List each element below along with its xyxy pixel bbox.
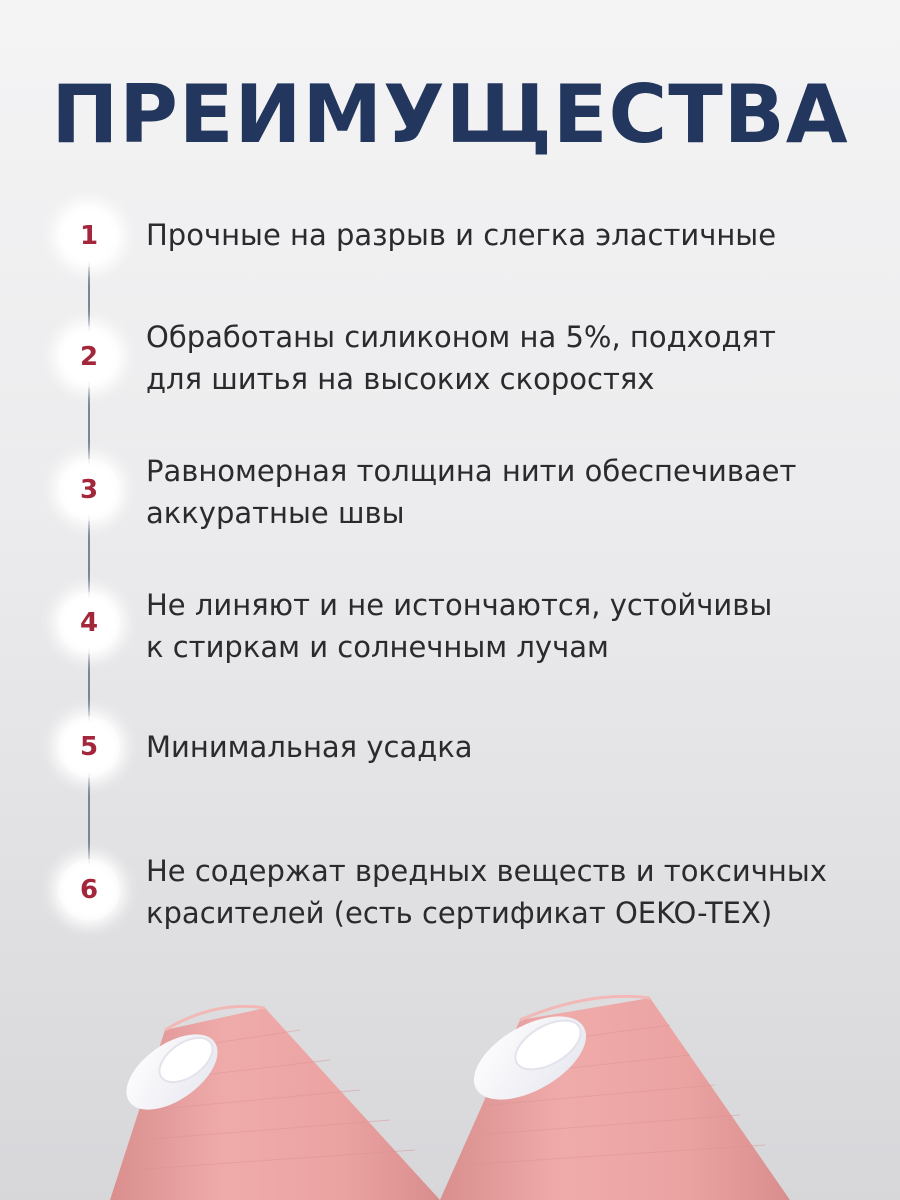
benefit-line: красителей (есть сертификат OEKO-TEX) [146,896,773,930]
benefit-text-3 [146,450,866,534]
benefit-line: Обработаны силиконом на 5%, подходят [146,320,776,354]
step-badge-4: 4 [58,592,120,654]
benefit-line: Равномерная толщина нити обеспечивает [146,454,797,488]
benefit-line: аккуратные швы [146,496,405,530]
step-badge-1: 1 [58,205,120,267]
benefit-line: Не линяют и не истончаются, устойчивы [146,588,773,622]
benefit-line: Прочные на разрыв и слегка эластичные [146,218,777,252]
step-badge-2: 2 [58,326,120,388]
benefit-line: Не содержат вредных веществ и токсичных [146,854,827,888]
benefit-line: для шитья на высоких скоростях [146,362,655,396]
step-badge-3: 3 [58,459,120,521]
benefit-text-4 [146,584,866,668]
benefit-line: к стиркам и солнечным лучам [146,630,609,664]
benefit-line: Минимальная усадка [146,730,473,764]
left-spool [110,1006,440,1200]
page-title: ПРЕИМУЩЕСТВА [51,68,849,161]
thread-spools-image [0,990,900,1200]
step-badge-6: 6 [58,859,120,921]
benefit-text-1 [146,214,866,256]
benefit-text-2 [146,316,866,400]
right-spool [440,996,790,1200]
benefit-text-6 [146,850,866,934]
benefit-text-5 [146,726,866,768]
step-badge-5: 5 [58,716,120,778]
